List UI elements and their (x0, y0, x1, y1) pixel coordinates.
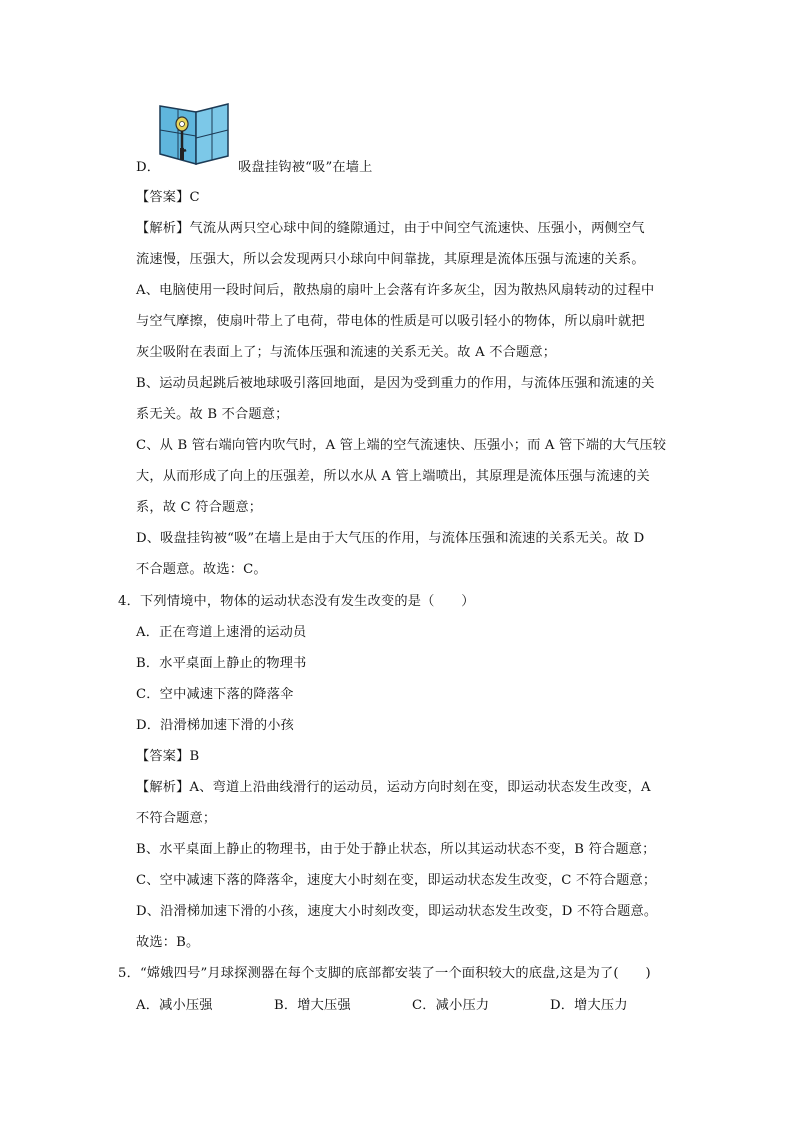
analysis-line: 系无关。故 B 不合题意； (136, 407, 289, 422)
analysis-line: 系，故 C 符合题意； (136, 500, 263, 515)
option-prefix: D． (136, 160, 161, 175)
q4-option-d: D．沿滑梯加速下滑的小孩 (136, 718, 295, 733)
analysis-line: B、运动员起跳后被地球吸引落回地面，是因为受到重力的作用，与流体压强和流速的关 (136, 376, 655, 391)
analysis-line: C、空中减速下落的降落伞，速度大小时刻在变，即运动状态发生改变，C 不符合题意； (136, 873, 657, 888)
analysis-line: 与空气摩擦，使扇叶带上了电荷，带电体的性质是可以吸引轻小的物体，所以扇叶就把 (136, 314, 645, 329)
analysis-line: 故选：B。 (136, 935, 200, 950)
analysis-line: C、从 B 管右端向管内吹气时，A 管上端的空气流速快、压强小；而 A 管下端的大气压较 (136, 438, 667, 453)
analysis-line: D、沿滑梯加速下滑的小孩，速度大小时刻改变，即运动状态发生改变，D 不符合题意。 (136, 904, 658, 919)
analysis-line: 【解析】气流从两只空心球中间的缝隙通过，由于中间空气流速快、压强小，两侧空气 (136, 221, 645, 236)
q4-option-a: A．正在弯道上速滑的运动员 (136, 625, 307, 640)
analysis-line: 流速慢，压强大，所以会发现两只小球向中间靠拢，其原理是流体压强与流速的关系。 (136, 252, 645, 267)
analysis-line: 【解析】A、弯道上沿曲线滑行的运动员，运动方向时刻在变，即运动状态发生改变，A (136, 780, 651, 795)
q3-option-d (136, 158, 373, 178)
tiled-wall (160, 104, 228, 164)
q5-options (136, 996, 628, 1016)
analysis-line: D、吸盘挂钩被“吸”在墙上是由于大气压的作用，与流体压强和流速的关系无关。故 D (136, 531, 645, 546)
q5-stem: 5．“嫦娥四号”月球探测器在每个支脚的底部都安装了一个面积较大的底盘,这是为了( ) (118, 966, 651, 981)
q5-option-b: B．增大压强 (274, 998, 351, 1013)
q5-option-d: D．增大压力 (550, 998, 628, 1013)
q4-option-c: C．空中减速下落的降落伞 (136, 687, 294, 702)
analysis-line: B、水平桌面上静止的物理书，由于处于静止状态，所以其运动状态不变，B 符合题意； (136, 842, 656, 857)
analysis-line: 不符合题意； (136, 811, 217, 826)
q4-stem: 4．下列情境中，物体的运动状态没有发生改变的是（ ） (118, 594, 475, 609)
analysis-line: 不合题意。故选：C。 (136, 562, 267, 577)
q3-answer: 【答案】C (136, 190, 200, 205)
q5-option-a: A．减小压强 (136, 998, 213, 1013)
q4-answer: 【答案】B (136, 749, 200, 764)
option-text: 吸盘挂钩被“吸”在墙上 (238, 160, 373, 175)
analysis-line: 大，从而形成了向上的压强差，所以水从 A 管上端喷出，其原理是流体压强与流速的关 (136, 469, 650, 484)
analysis-line: A、电脑使用一段时间后，散热扇的扇叶上会落有许多灰尘，因为散热风扇转动的过程中 (136, 283, 655, 298)
analysis-line: 灰尘吸附在表面上了；与流体压强和流速的关系无关。故 A 不合题意； (136, 345, 557, 360)
q4-option-b: B．水平桌面上静止的物理书 (136, 656, 307, 671)
q5-option-c: C．减小压力 (412, 998, 490, 1013)
